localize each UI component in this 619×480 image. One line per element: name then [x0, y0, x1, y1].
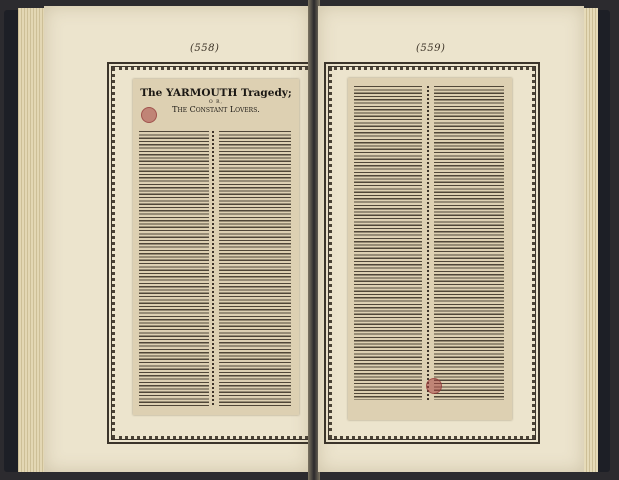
- left-page: [44, 6, 310, 472]
- library-stamp-icon: [141, 107, 157, 123]
- column-divider: [427, 86, 429, 400]
- ballad-title-or: O R,: [209, 100, 223, 105]
- book-cover-right: [596, 10, 610, 472]
- ballad-sheet-right: [348, 78, 512, 420]
- ballad-title: The YARMOUTH Tragedy;: [140, 87, 292, 99]
- ballad-text-column-3: [354, 86, 422, 400]
- right-page: [318, 6, 584, 472]
- ballad-subtitle: The Constant Lovers.: [172, 105, 260, 114]
- library-stamp-icon: [426, 378, 442, 394]
- column-divider: [212, 131, 214, 407]
- ballad-text-column-1: [139, 131, 209, 407]
- ballad-text-column-4: [434, 86, 504, 400]
- ballad-title-block: [137, 87, 295, 114]
- right-page-number: (559): [416, 43, 446, 54]
- ballad-text-column-2: [219, 131, 291, 407]
- ballad-sheet-left: [133, 79, 299, 415]
- left-page-number: (558): [190, 43, 220, 54]
